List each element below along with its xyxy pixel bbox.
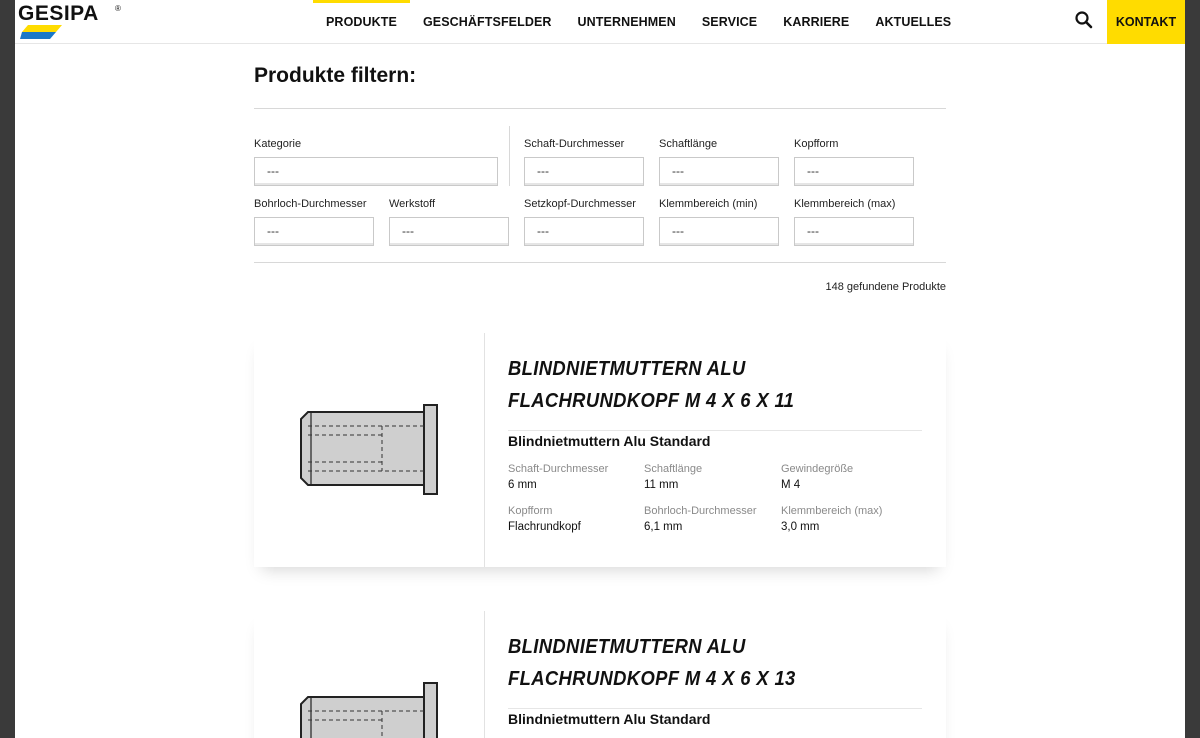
logo-text: GESIPA xyxy=(18,2,99,25)
filter-select-klemmbereich-min[interactable]: --- xyxy=(659,217,779,246)
spec-value-schaftlaenge: 11 mm xyxy=(644,479,679,491)
gesipa-logo[interactable] xyxy=(18,3,128,39)
filter-select-werkstoff[interactable]: --- xyxy=(389,217,509,246)
spec-label-schaftlaenge: Schaftlänge xyxy=(644,463,703,475)
filter-label-klemmbereich-max: Klemmbereich (max) xyxy=(794,198,896,210)
rivet-nut-drawing-icon xyxy=(254,333,484,567)
spec-label-bohrloch-durchmesser: Bohrloch-Durchmesser xyxy=(644,505,757,517)
spec-value-schaft-durchmesser: 6 mm xyxy=(508,479,537,491)
filter-label-kopfform: Kopfform xyxy=(794,138,839,150)
filter-select-kopfform[interactable]: --- xyxy=(794,157,914,186)
logo-stripes-icon xyxy=(20,25,62,39)
product-title[interactable]: BLINDNIETMUTTERN ALU FLACHRUNDKOPF M 4 X 6 X 13 xyxy=(508,636,796,690)
product-subtitle: Blindnietmuttern Alu Standard xyxy=(508,711,711,727)
filter-select-schaft-durchmesser[interactable]: --- xyxy=(524,157,644,186)
filter-label-setzkopf-durchmesser: Setzkopf-Durchmesser xyxy=(524,198,636,210)
filter-column-divider xyxy=(509,126,510,186)
spec-label-kopfform: Kopfform xyxy=(508,505,553,517)
product-title[interactable]: BLINDNIETMUTTERN ALU FLACHRUNDKOPF M 4 X 6 X 11 xyxy=(508,358,795,412)
filter-bottom-divider xyxy=(254,262,946,263)
filter-top-divider xyxy=(254,108,946,109)
title-divider xyxy=(508,708,922,709)
filter-label-schaft-durchmesser: Schaft-Durchmesser xyxy=(524,138,625,150)
filter-select-setzkopf-durchmesser[interactable]: --- xyxy=(524,217,644,246)
card-divider xyxy=(484,611,485,738)
filter-label-werkstoff: Werkstoff xyxy=(389,198,436,210)
spec-label-schaft-durchmesser: Schaft-Durchmesser xyxy=(508,463,609,475)
site-header xyxy=(15,0,1185,44)
filter-select-schaftlaenge[interactable]: --- xyxy=(659,157,779,186)
spec-value-klemmbereich-max: 3,0 mm xyxy=(781,521,820,533)
search-button[interactable] xyxy=(1073,9,1095,31)
filter-select-bohrloch-durchmesser[interactable]: --- xyxy=(254,217,374,246)
rivet-nut-drawing-icon xyxy=(254,611,484,738)
product-card[interactable] xyxy=(254,333,946,567)
nav-geschaeftsfelder[interactable]: GESCHÄFTSFELDER xyxy=(422,15,552,29)
card-divider xyxy=(484,333,485,567)
spec-label-klemmbereich-max: Klemmbereich (max) xyxy=(781,505,883,517)
logo-registered-mark: ® xyxy=(115,4,121,13)
filter-label-bohrloch-durchmesser: Bohrloch-Durchmesser xyxy=(254,198,367,210)
product-image xyxy=(254,333,484,567)
spec-value-bohrloch-durchmesser: 6,1 mm xyxy=(644,521,683,533)
search-icon xyxy=(1073,9,1095,31)
product-card[interactable] xyxy=(254,611,946,738)
filter-label-kategorie: Kategorie xyxy=(254,138,302,150)
nav-produkte[interactable]: PRODUKTE xyxy=(313,0,410,44)
product-subtitle: Blindnietmuttern Alu Standard xyxy=(508,433,711,449)
main-nav xyxy=(313,0,964,44)
product-image xyxy=(254,611,484,738)
nav-unternehmen[interactable]: UNTERNEHMEN xyxy=(577,15,676,29)
filter-select-klemmbereich-max[interactable]: --- xyxy=(794,217,914,246)
filter-select-kategorie[interactable]: --- xyxy=(254,157,498,186)
filter-label-klemmbereich-min: Klemmbereich (min) xyxy=(659,198,758,210)
spec-value-gewindegroesse: M 4 xyxy=(781,479,801,491)
contact-button[interactable]: KONTAKT xyxy=(1107,0,1185,44)
title-divider xyxy=(508,430,922,431)
nav-service[interactable]: SERVICE xyxy=(701,15,758,29)
spec-label-gewindegroesse: Gewindegröße xyxy=(781,463,854,475)
result-count: 148 gefundene Produkte xyxy=(825,281,946,293)
nav-aktuelles[interactable]: AKTUELLES xyxy=(875,15,952,29)
nav-karriere[interactable]: KARRIERE xyxy=(783,15,850,29)
spec-value-kopfform: Flachrundkopf xyxy=(508,521,581,533)
filter-title: Produkte filtern: xyxy=(254,64,417,87)
page xyxy=(15,0,1185,738)
filter-label-schaftlaenge: Schaftlänge xyxy=(659,138,718,150)
